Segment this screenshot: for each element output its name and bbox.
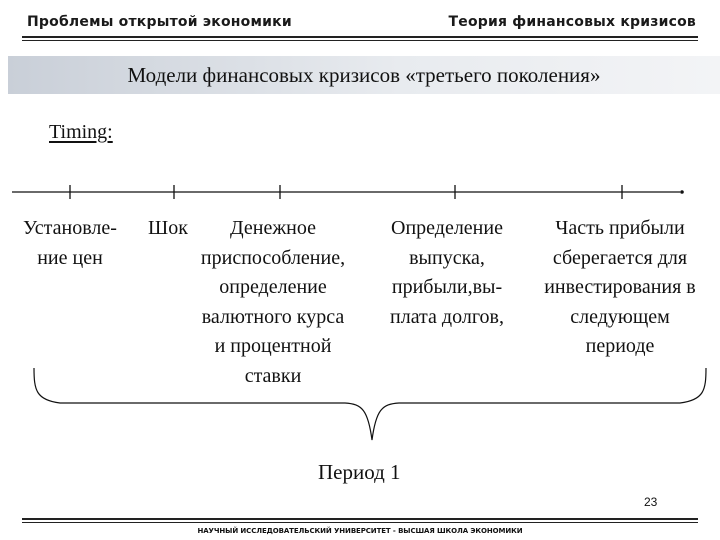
stage-line: периоде (585, 335, 655, 357)
header-left-title: Проблемы открытой экономики (27, 14, 292, 30)
stage-line: прибыли,вы- (391, 276, 503, 298)
stage-line: приспособление, (200, 246, 346, 269)
stage-line: инвестирования в (544, 276, 696, 298)
footer-university: НАУЧНЫЙ ИССЛЕДОВАТЕЛЬСКИЙ УНИВЕРСИТЕТ - ВЫСШАЯ ШКОЛА ЭКОНОМИКИ (197, 527, 523, 535)
stage-line: валютного курса (201, 305, 345, 328)
stage-line: следующем (570, 305, 670, 328)
stage-line: Шок (148, 217, 188, 239)
stage-line: плата долгов, (390, 305, 504, 328)
stage-line: ние цен (37, 246, 103, 269)
period-label: Период 1 (318, 460, 401, 484)
stage-line: Установле- (23, 217, 117, 239)
stage-line: Денежное (230, 217, 316, 239)
timing-label: Timing: (49, 121, 113, 143)
footer-divider (22, 518, 698, 520)
stage-price-setting (6, 214, 134, 273)
stage-line: выпуска, (409, 246, 485, 269)
footer-divider-thin (22, 522, 698, 523)
stage-line: Определение (391, 217, 503, 239)
page-number: 23 (644, 495, 658, 509)
stage-line: определение (219, 276, 327, 298)
slide-title: Модели финансовых кризисов «третьего поколения» (127, 63, 601, 87)
stage-monetary-adjustment (180, 214, 366, 391)
period-brace (34, 368, 706, 440)
stage-line: сберегается для (552, 246, 688, 269)
stage-line: и процентной (214, 335, 332, 357)
stage-profit-saving (522, 214, 718, 362)
stage-line: Часть прибыли (555, 217, 685, 239)
stage-output-determination (370, 214, 524, 332)
header-right-title: Теория финансовых кризисов (448, 14, 696, 30)
timeline-arrow-end (680, 190, 684, 194)
stage-line: ставки (244, 364, 302, 387)
